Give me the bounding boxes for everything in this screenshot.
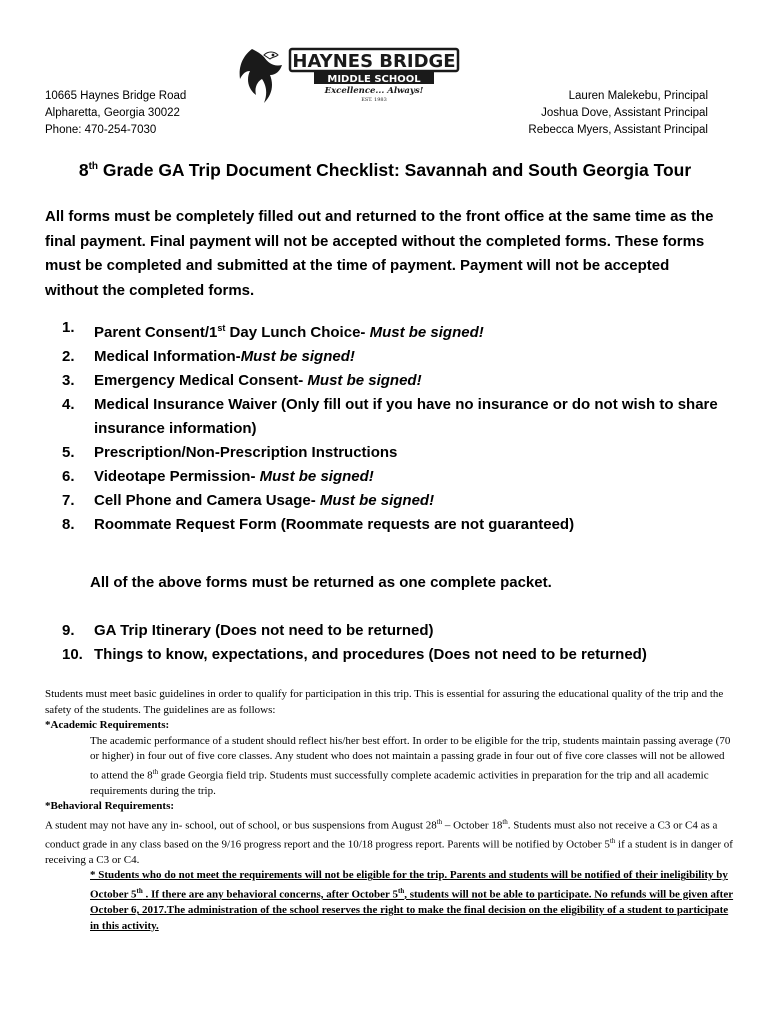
page-title: 8th Grade GA Trip Document Checklist: Savannah and South Georgia Tour xyxy=(78,160,692,180)
behavioral-heading: *Behavioral Requirements: xyxy=(45,800,175,813)
address-line: Alpharetta, Georgia 30022 xyxy=(45,107,180,119)
logo-est: EST. 1983 xyxy=(361,97,387,103)
school-logo xyxy=(234,45,464,107)
phone-line: Phone: 470-254-7030 xyxy=(45,124,157,136)
address-line: 10665 Haynes Bridge Road xyxy=(45,90,187,102)
packet-note: All of the above forms must be returned as one complete packet. xyxy=(90,574,552,591)
logo-wordmark xyxy=(290,49,458,103)
intro-paragraph: All forms must be completely filled out and returned to the front office at the same time as the final payment. Final payment will not be accepted without the completed forms. These forms must be completed and submitted at the time of payment. Payment will not be accepted without the completed forms. xyxy=(45,208,714,299)
checklist-item: 2. Medical Information-Must be signed! xyxy=(62,348,355,365)
checklist-item: 4. Medical Insurance Waiver (Only fill out if you have no insurance or do not wish to share insurance information) xyxy=(62,396,718,437)
academic-requirements: The academic performance of a student should reflect his/her best effort. In order to be eligible for the trip, students maintain passing average (70 or higher) in four out of five core classes. Any student who does not maintain a passing grade in four out of five core classes will not be allowed to attend the 8th grade Georgia field trip. Students must successfully complete academic activities in preparation for the trip and all academic requirements during the trip. xyxy=(90,734,731,797)
guidelines-section xyxy=(45,687,735,934)
checklist-item: 3. Emergency Medical Consent- Must be signed! xyxy=(62,372,422,389)
checklist-item: 6. Videotape Permission- Must be signed! xyxy=(62,468,374,485)
document-checklist xyxy=(62,316,722,537)
checklist-item: 9. GA Trip Itinerary (Does not need to be returned) xyxy=(62,622,434,639)
logo-line1: HAYNES BRIDGE xyxy=(292,51,456,72)
checklist-item: 1. Parent Consent/1st Day Lunch Choice- Must be signed! xyxy=(62,319,484,341)
guidelines-intro: Students must meet basic guidelines in order to qualify for participation in this trip. This is essential for assuring the educational quality of the trip and the safety of the students. The guidelines are as follows: xyxy=(45,688,724,716)
staff-line: Lauren Malekebu, Principal xyxy=(568,90,708,102)
checklist-item: 5. Prescription/Non-Prescription Instructions xyxy=(62,444,398,461)
logo-tagline: Excellence... Always! xyxy=(324,86,424,96)
staff-line: Joshua Dove, Assistant Principal xyxy=(541,107,708,119)
checklist-item: 8. Roommate Request Form (Roommate requests are not guaranteed) xyxy=(62,516,575,533)
staff-line: Rebecca Myers, Assistant Principal xyxy=(528,124,708,136)
eagle-icon xyxy=(240,49,282,103)
academic-heading: *Academic Requirements: xyxy=(45,719,170,731)
eligibility-notice: * Students who do not meet the requirements will not be eligible for the trip. Parents and students will be notified of their ineligibility by October 5th . If there are any behavioral concerns, after October 5th, students will not be able to participate. No refunds will be given after October 6, 2017.The administration of the school reserves the right to make the final decision on the eligibility of a student to participate in this activity. xyxy=(90,869,734,932)
school-address xyxy=(45,88,186,139)
logo-line2: MIDDLE SCHOOL xyxy=(327,74,421,85)
checklist-item: 7. Cell Phone and Camera Usage- Must be signed! xyxy=(62,492,435,509)
info-checklist xyxy=(62,619,722,667)
checklist-item: 10. Things to know, expectations, and procedures (Does not need to be returned) xyxy=(62,646,647,663)
staff-list xyxy=(528,88,708,139)
behavioral-requirements: A student may not have any in- school, out of school, or bus suspensions from August 28th – October 18th. Students must also not receive a C3 or C4 as a conduct grade in any class based on the 9/16 progress report and the 10/18 progress report. Parents will be notified by October 5th if a student is in danger of receiving a C3 or C4. xyxy=(45,817,733,866)
